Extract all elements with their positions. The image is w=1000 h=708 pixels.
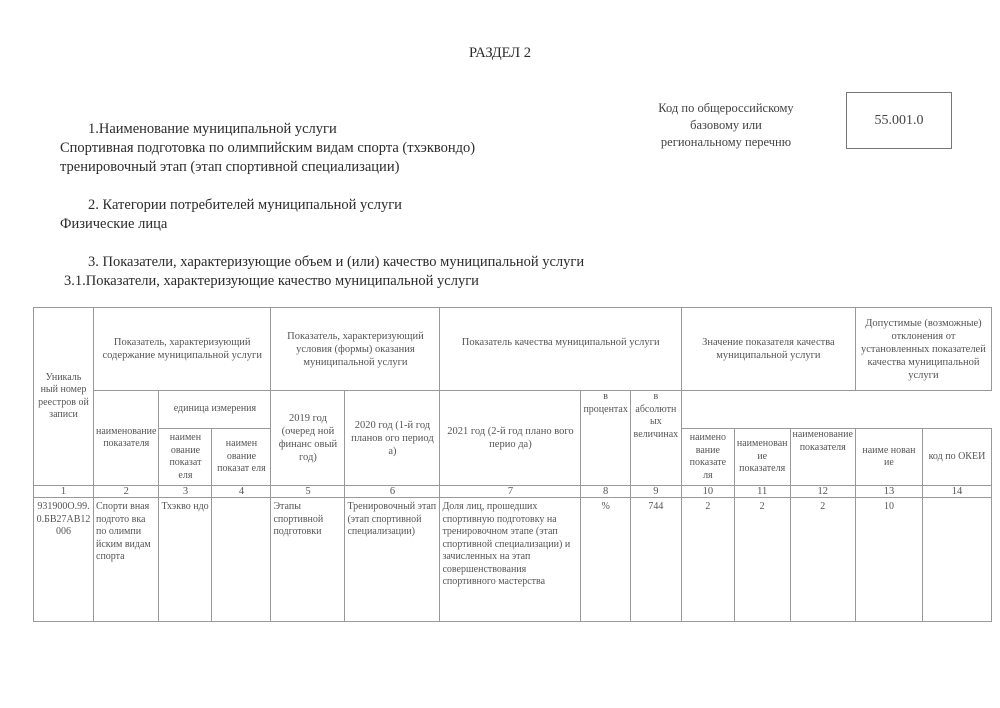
header-col7-name: наименование показателя (94, 391, 159, 486)
consumer-category: Физические лица (60, 216, 168, 232)
cell-value-2020: 2 (734, 498, 790, 622)
header-unique-number: Уникаль ный номер реестров ой записи (34, 308, 94, 486)
col-number: 6 (345, 486, 440, 498)
header-content-indicator: Показатель, характеризующий содержание муниципальной услуги (94, 308, 271, 391)
service-name-line1: Спортивная подготовка по олимпийским видам спорта (тхэквондо) (60, 140, 476, 156)
cell-deviation-absolute (922, 498, 991, 622)
cell-okei-code: 744 (630, 498, 681, 622)
col-number: 9 (630, 486, 681, 498)
code-label (636, 100, 816, 151)
header-absolute: в абсолютн ых величинах (630, 391, 681, 486)
header-percent: в процентах (581, 391, 630, 486)
col-number: 7 (440, 486, 581, 498)
table-row (34, 498, 992, 622)
cell-content-2: Тхэкво ндо (159, 498, 212, 622)
cell-value-2021: 2 (790, 498, 855, 622)
cell-condition-1: Этапы спортивной подготовки (271, 498, 345, 622)
col-number: 12 (790, 486, 855, 498)
header-okei-code: код по ОКЕИ (922, 429, 991, 486)
section-title: РАЗДЕЛ 2 (469, 45, 531, 61)
col-number: 11 (734, 486, 790, 498)
cell-value-2019: 2 (681, 498, 734, 622)
cell-content-3 (212, 498, 271, 622)
code-label-line: региональному перечню (660, 135, 792, 149)
header-conditions-indicator: Показатель, характеризующий условия (формы) оказания муниципальной услуги (271, 308, 440, 391)
col-number: 2 (94, 486, 159, 498)
header-2021: 2021 год (2-й год плано вого перио да) (440, 391, 581, 486)
col-number: 8 (581, 486, 630, 498)
header-col2-name: наимен ование показат еля (159, 429, 212, 486)
item3-heading: 3. Показатели, характеризующие объем и (или) качество муниципальной услуги (88, 254, 585, 270)
col-number: 3 (159, 486, 212, 498)
header-unit-name: наиме нован ие (855, 429, 922, 486)
col-number: 14 (922, 486, 991, 498)
col-number: 1 (34, 486, 94, 498)
column-numbers-row (34, 486, 992, 498)
header-col5-name: наименован ие показателя (734, 429, 790, 486)
header-col3-name: наимен ование показат еля (212, 429, 271, 486)
cell-unit-name: % (581, 498, 630, 622)
col-number: 5 (271, 486, 345, 498)
header-allowed-deviation: Допустимые (возможные) отклонения от установленных показателей качества муниципальной услуги (855, 308, 991, 391)
code-label-line: базовому или (690, 118, 762, 132)
header-indicator-value: Значение показателя качества муниципальной услуги (681, 308, 855, 391)
cell-deviation-percent: 10 (855, 498, 922, 622)
header-unit: единица измерения (159, 391, 271, 429)
cell-content-1: Спорти вная подгото вка по олимпи йским видам спорта (94, 498, 159, 622)
header-col4-name: наимено вание показате ля (681, 429, 734, 486)
code-value-box: 55.001.0 (846, 92, 952, 149)
col-number: 13 (855, 486, 922, 498)
header-2019: 2019 год (очеред ной финанс овый год) (271, 391, 345, 486)
item2-heading: 2. Категории потребителей муниципальной услуги (88, 197, 402, 213)
service-name-line2: тренировочный этап (этап спортивной специализации) (60, 159, 400, 175)
header-2020: 2020 год (1-й год планов ого период а) (345, 391, 440, 486)
header-col6-name: наименование показателя (790, 429, 855, 486)
item3-subheading: 3.1.Показатели, характеризующие качество муниципальной услуги (64, 273, 479, 289)
cell-indicator-name: Доля лиц, прошедших спортивную подготовку на тренировочном этапе (этап спортивной специализации) и зачисленных на этап совершенствования спортивного мастерства (440, 498, 581, 622)
col-number: 10 (681, 486, 734, 498)
col-number: 4 (212, 486, 271, 498)
cell-condition-2: Тренировочный этап (этап спортивной специализации) (345, 498, 440, 622)
cell-registry-number: 931900О.99.0.БВ27АВ12006 (34, 498, 94, 622)
quality-indicators-table (33, 307, 992, 622)
code-label-line: Код по общероссийскому (658, 101, 794, 115)
item1-heading: 1.Наименование муниципальной услуги (88, 121, 337, 137)
header-quality-indicator: Показатель качества муниципальной услуги (440, 308, 681, 391)
